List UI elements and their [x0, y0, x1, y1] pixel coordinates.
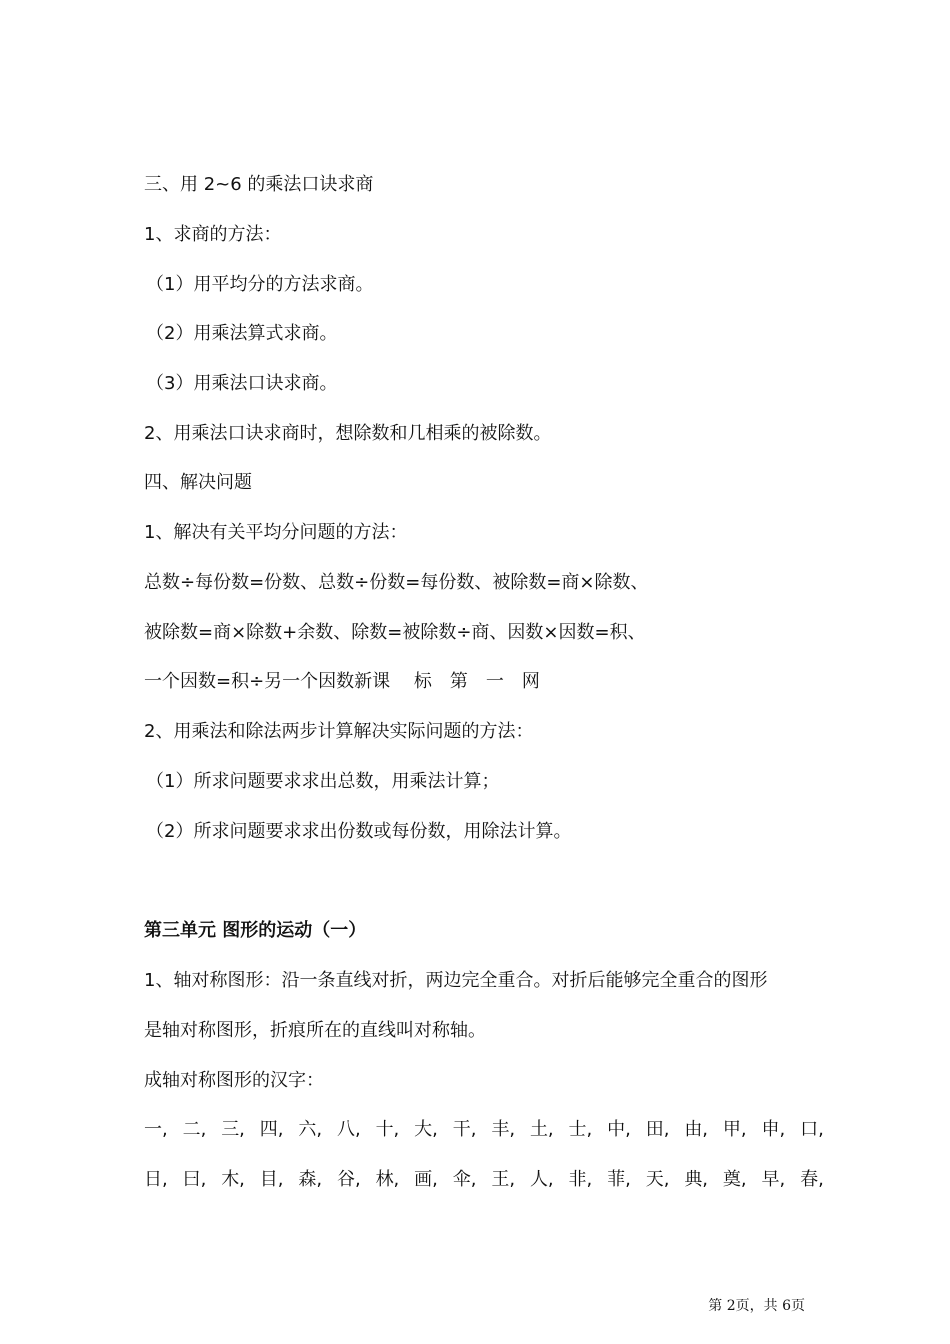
char-item: 八, [336, 1119, 361, 1140]
char-item: 典, [684, 1169, 709, 1190]
char-item: 菲, [607, 1169, 631, 1190]
char-item: 二, [182, 1119, 207, 1140]
section-heading-four: 四、解决问题 [144, 472, 252, 493]
char-item: 林, [375, 1169, 400, 1190]
section-heading-three: 三、用 2~6 的乘法口诀求商 [144, 174, 374, 195]
char-item: 干, [452, 1119, 477, 1140]
char-item: 木, [221, 1169, 245, 1190]
paragraph: 2、用乘法口诀求商时，想除数和几相乘的被除数。 [144, 423, 552, 444]
formula-line: 总数÷每份数=份数、总数÷份数=每份数、被除数=商×除数、 [144, 572, 649, 593]
char-item: 非, [568, 1169, 593, 1190]
char-item: 森, [298, 1169, 323, 1190]
list-item: （2）所求问题要求求出份数或每份数，用除法计算。 [146, 821, 572, 842]
char-item: 六, [298, 1119, 323, 1140]
char-item: 日, [144, 1169, 168, 1190]
char-item: 一, [144, 1119, 168, 1140]
char-item: 人, [529, 1169, 554, 1190]
list-item: （1）用平均分的方法求商。 [146, 274, 374, 295]
paragraph: 成轴对称图形的汉字： [144, 1070, 324, 1091]
char-item: 大, [414, 1119, 438, 1140]
char-item: 田, [645, 1119, 670, 1140]
char-item: 四, [259, 1119, 284, 1140]
symmetric-chars-row-1 [144, 1118, 824, 1142]
paragraph: 1、求商的方法： [144, 224, 282, 245]
char-item: 目, [259, 1169, 284, 1190]
char-item: 奠, [722, 1169, 747, 1190]
char-item: 春, [800, 1169, 824, 1190]
page-footer: 第 2页，共 6页 [708, 1298, 805, 1314]
char-item: 画, [414, 1169, 438, 1190]
char-item: 土, [529, 1119, 554, 1140]
paragraph: 2、用乘法和除法两步计算解决实际问题的方法： [144, 721, 534, 742]
list-item: （2）用乘法算式求商。 [146, 323, 338, 344]
char-item: 中, [607, 1119, 631, 1140]
paragraph: 是轴对称图形，折痕所在的直线叫对称轴。 [144, 1020, 486, 1041]
char-item: 三, [221, 1119, 245, 1140]
char-item: 谷, [336, 1169, 361, 1190]
char-item: 口, [800, 1119, 824, 1140]
char-item: 丰, [491, 1119, 516, 1140]
char-item: 甲, [722, 1119, 747, 1140]
formula-line: 被除数=商×除数+余数、除数=被除数÷商、因数×因数=积、 [144, 622, 646, 643]
char-item: 士, [568, 1119, 593, 1140]
char-item: 十, [375, 1119, 400, 1140]
formula-line: 一个因数=积÷另一个因数新课 标 第 一 网 [144, 671, 540, 692]
char-item: 由, [684, 1119, 709, 1140]
symmetric-chars-row-2 [144, 1168, 824, 1192]
char-item: 王, [491, 1169, 516, 1190]
unit-heading: 第三单元 图形的运动（一） [144, 920, 367, 941]
list-item: （1）所求问题要求求出总数，用乘法计算； [146, 771, 500, 792]
paragraph: 1、轴对称图形：沿一条直线对折，两边完全重合。对折后能够完全重合的图形 [144, 970, 768, 991]
paragraph: 1、解决有关平均分问题的方法： [144, 522, 408, 543]
char-item: 曰, [182, 1169, 207, 1190]
list-item: （3）用乘法口诀求商。 [146, 373, 338, 394]
char-item: 天, [645, 1169, 670, 1190]
char-item: 申, [761, 1119, 786, 1140]
char-item: 早, [761, 1169, 786, 1190]
char-item: 伞, [452, 1169, 477, 1190]
